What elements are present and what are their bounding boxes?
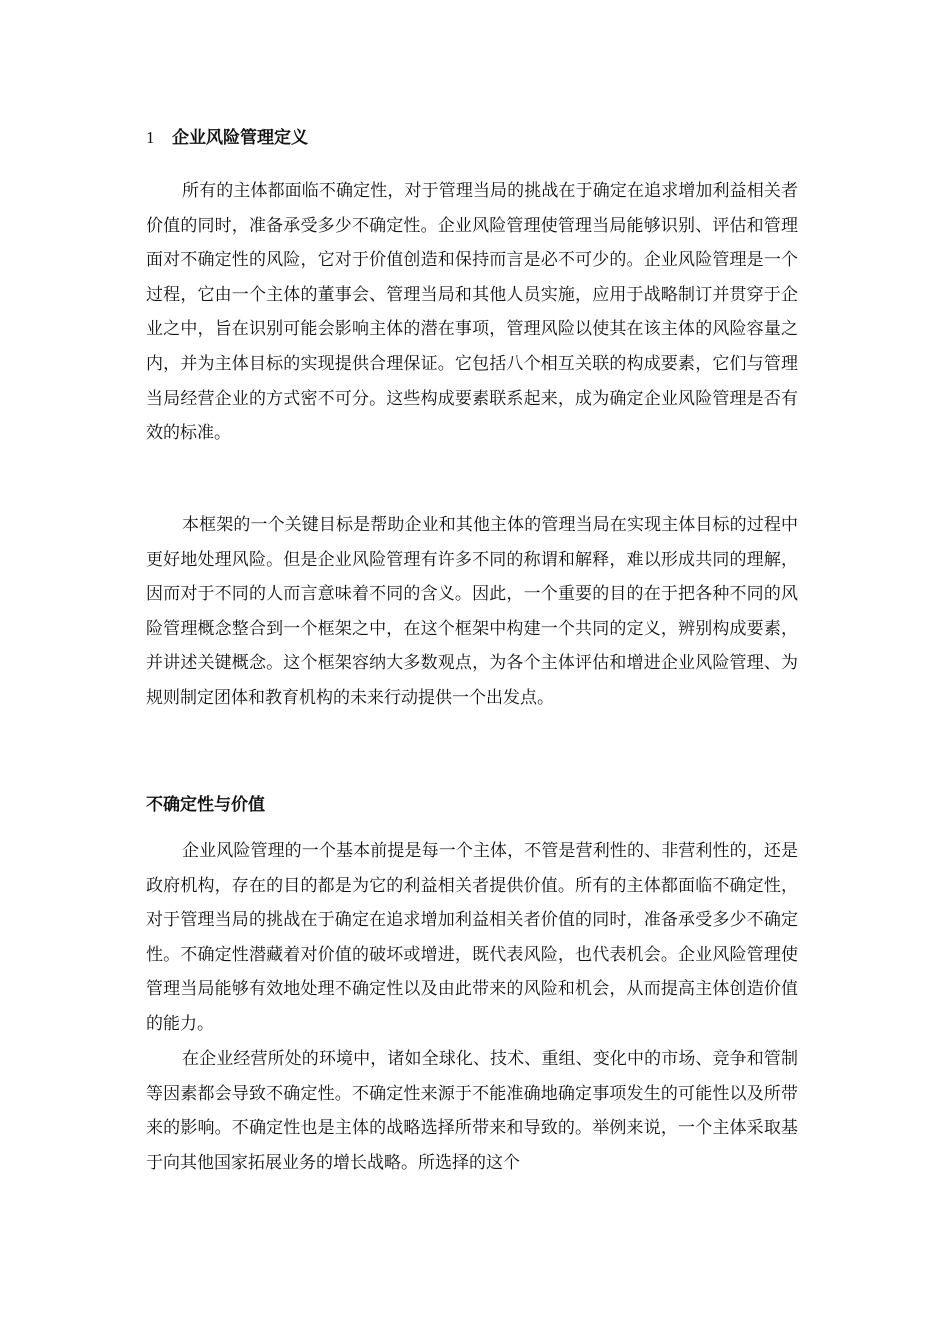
subheading-uncertainty-value: 不确定性与价值 <box>146 795 265 815</box>
section-heading <box>146 126 308 150</box>
paragraph-value-premise: 企业风险管理的一个基本前提是每一个主体，不管是营利性的、非营利性的，还是政府机构，存在的目的都是为它的利益相关者提供价值。所有的主体都面临不确定性，对于管理当局的挑战在于确定在追求增加利益相关者价值的同时，准备承受多少不确定性。不确定性潜藏着对价值的破坏或增进，既代表风险，也代表机会。企业风险管理使管理当局能够有效地处理不确定性以及由此带来的风险和机会，从而提高主体创造价值的能力。 <box>146 841 798 1034</box>
section-title: 企业风险管理定义 <box>172 128 308 148</box>
section-number: 1 <box>146 128 155 147</box>
paragraph-definition: 所有的主体都面临不确定性，对于管理当局的挑战在于确定在追求增加利益相关者价值的同时，准备承受多少不确定性。企业风险管理使管理当局能够识别、评估和管理面对不确定性的风险，它对于价值创造和保持而言是必不可少的。企业风险管理是一个过程，它由一个主体的董事会、管理当局和其他人员实施，应用于战略制订并贯穿于企业之中，旨在识别可能会影响主体的潜在事项，管理风险以使其在该主体的风险容量之内，并为主体目标的实现提供合理保证。它包括八个相互关联的构成要素，它们与管理当局经营企业的方式密不可分。这些构成要素联系起来，成为确定企业风险管理是否有效的标准。 <box>146 181 798 444</box>
paragraph-framework-goal: 本框架的一个关键目标是帮助企业和其他主体的管理当局在实现主体目标的过程中更好地处理风险。但是企业风险管理有许多不同的称谓和解释，难以形成共同的理解，因而对于不同的人而言意味着不同的含义。因此，一个重要的目的在于把各种不同的风险管理概念整合到一个框架之中，在这个框架中构建一个共同的定义，辨别构成要素，并讲述关键概念。这个框架容纳大多数观点，为各个主体评估和增进企业风险管理、为规则制定团体和教育机构的未来行动提供一个出发点。 <box>146 515 798 708</box>
paragraph-environment: 在企业经营所处的环境中，诸如全球化、技术、重组、变化中的市场、竞争和管制等因素都会导致不确定性。不确定性来源于不能准确地确定事项发生的可能性以及所带来的影响。不确定性也是主体的战略选择所带来和导致的。举例来说，一个主体采取基于向其他国家拓展业务的增长战略。所选择的这个 <box>146 1049 798 1173</box>
